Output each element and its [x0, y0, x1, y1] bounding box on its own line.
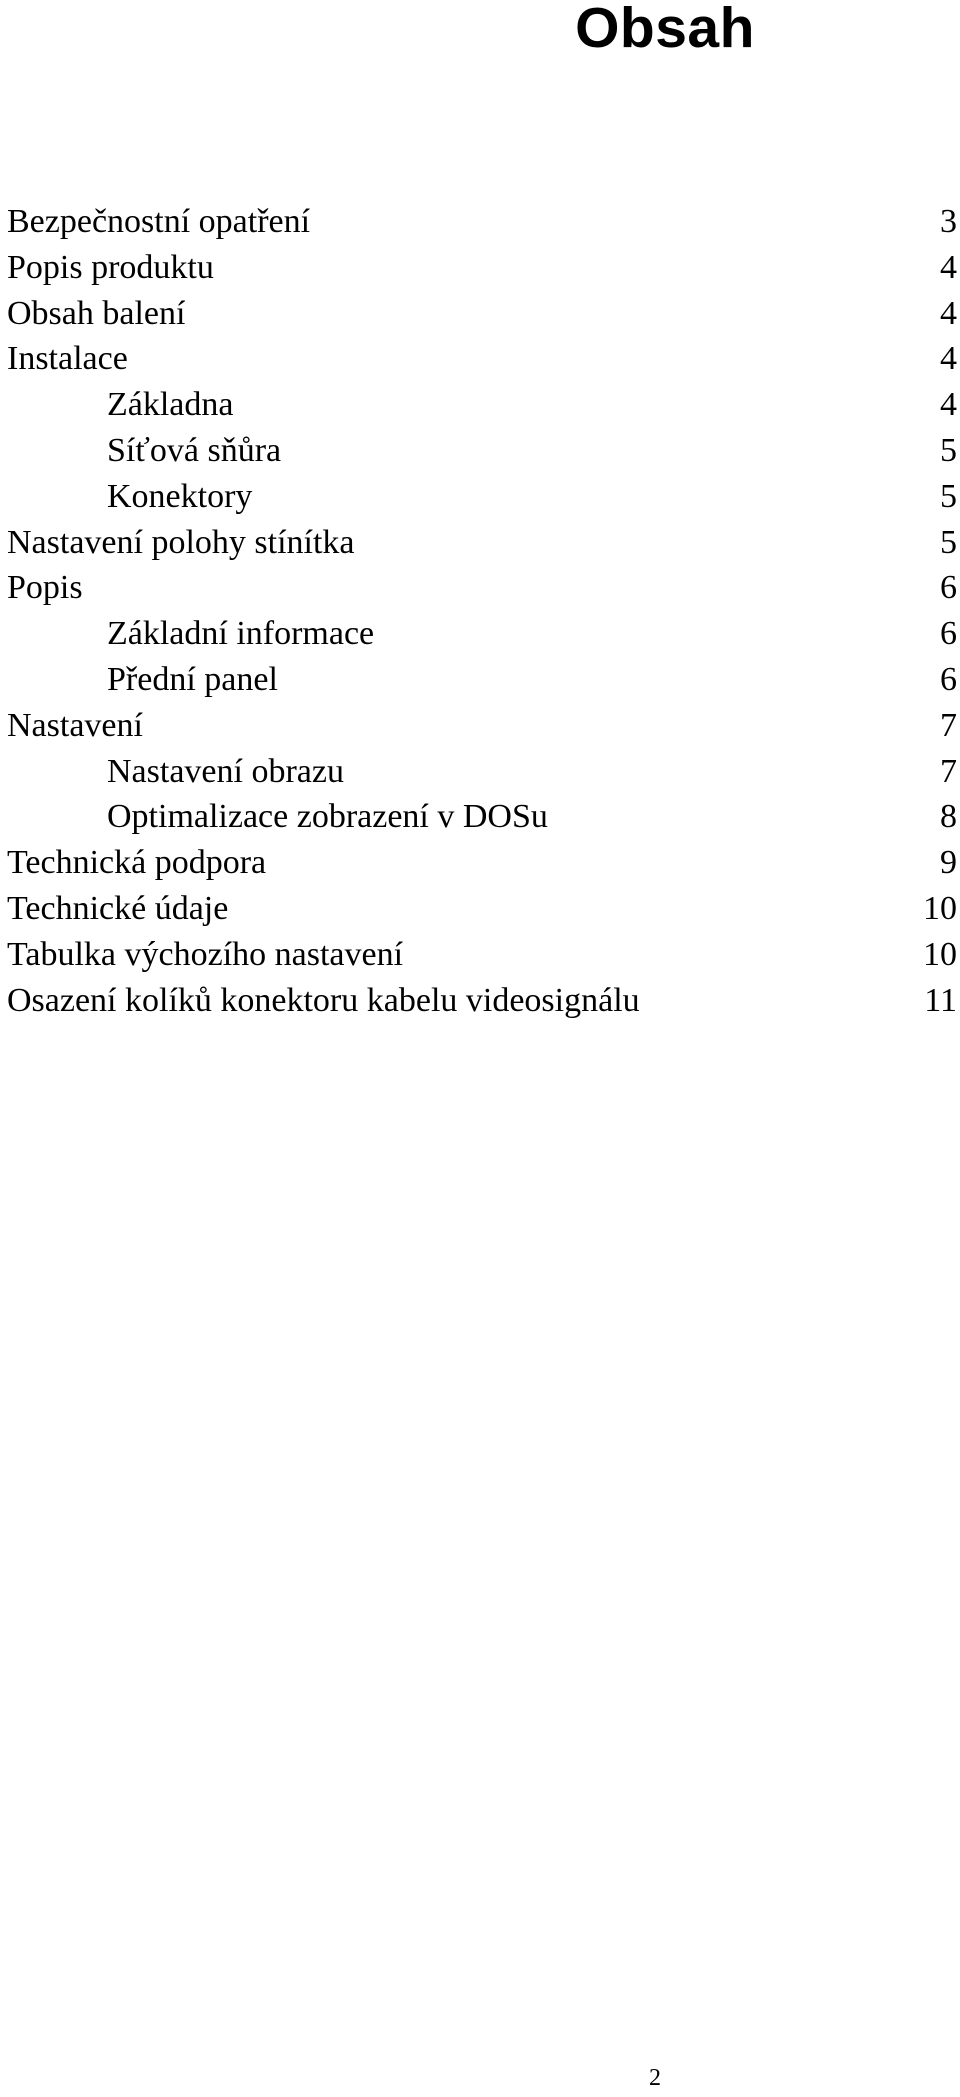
toc-entry-page: 8: [940, 798, 957, 836]
toc-entry-page: 5: [940, 523, 957, 561]
toc-entry-page: 10: [923, 889, 957, 927]
toc-entry-label: Technická podpora: [7, 844, 267, 882]
toc-entry-page: 5: [940, 431, 957, 469]
toc-entry-label: Popis produktu: [7, 248, 214, 286]
toc-entry-label: Nastavení obrazu: [107, 752, 344, 790]
toc-entry-instalace[interactable]: [7, 336, 957, 382]
toc-entry-popis-produktu[interactable]: [7, 245, 957, 291]
toc-entry-tabulka-vychoziho-nastaveni[interactable]: [7, 932, 957, 978]
toc-entry-label: Síťová sňůra: [107, 431, 282, 469]
toc-entry-technicka-podpora[interactable]: [7, 840, 957, 886]
toc-entry-label: Základní informace: [107, 615, 375, 653]
toc-entry-label: Bezpečnostní opatření: [7, 203, 311, 240]
toc-entry-page: 11: [924, 981, 957, 1019]
toc-entry-konektory[interactable]: [7, 474, 957, 520]
toc-entry-nastaveni-polohy-stinitka[interactable]: [7, 520, 957, 566]
table-of-contents: [7, 199, 957, 1023]
toc-entry-label: Instalace: [7, 340, 128, 378]
toc-entry-label: Osazení kolíků konektoru kabelu videosignálu: [7, 981, 640, 1019]
toc-entry-label: Konektory: [107, 477, 253, 515]
toc-entry-page: 5: [940, 477, 957, 515]
toc-entry-sitova-snura[interactable]: [7, 428, 957, 474]
toc-entry-zakladni-informace[interactable]: [7, 611, 957, 657]
page-number: 2: [649, 2065, 661, 2091]
page-title: Obsah: [575, 0, 755, 60]
toc-entry-optimalizace-zobrazeni-v-dosu[interactable]: [7, 794, 957, 840]
toc-entry-page: 4: [940, 294, 957, 332]
toc-entry-zakladna[interactable]: [7, 382, 957, 428]
toc-entry-label: Technické údaje: [7, 889, 229, 927]
toc-entry-page: 6: [940, 569, 957, 607]
toc-entry-page: 4: [940, 248, 957, 286]
toc-entry-popis[interactable]: [7, 565, 957, 611]
toc-entry-label: Nastavení: [7, 706, 143, 744]
toc-entry-page: 3: [940, 203, 957, 240]
toc-entry-label: Popis: [7, 569, 83, 607]
toc-entry-page: 7: [940, 706, 957, 744]
toc-entry-label: Přední panel: [107, 660, 278, 698]
toc-entry-page: 4: [940, 340, 957, 378]
toc-entry-page: 10: [923, 935, 957, 973]
toc-entry-label: Tabulka výchozího nastavení: [7, 935, 404, 973]
toc-entry-label: Obsah balení: [7, 294, 186, 332]
toc-entry-page: 6: [940, 615, 957, 653]
toc-entry-technicke-udaje[interactable]: [7, 886, 957, 932]
toc-entry-page: 4: [940, 386, 957, 424]
toc-entry-predni-panel[interactable]: [7, 657, 957, 703]
toc-entry-osazeni-koliku-konektoru[interactable]: [7, 978, 957, 1024]
toc-entry-label: Optimalizace zobrazení v DOSu: [107, 798, 548, 836]
toc-entry-page: 6: [940, 660, 957, 698]
toc-entry-obsah-baleni[interactable]: [7, 291, 957, 337]
toc-entry-page: 9: [940, 844, 957, 882]
toc-entry-label: Nastavení polohy stínítka: [7, 523, 355, 561]
toc-entry-label: Základna: [107, 386, 234, 424]
toc-entry-bezpecnostni-opatreni[interactable]: [7, 199, 957, 245]
toc-entry-page: 7: [940, 752, 957, 790]
toc-entry-nastaveni[interactable]: [7, 703, 957, 749]
toc-entry-nastaveni-obrazu[interactable]: [7, 749, 957, 795]
